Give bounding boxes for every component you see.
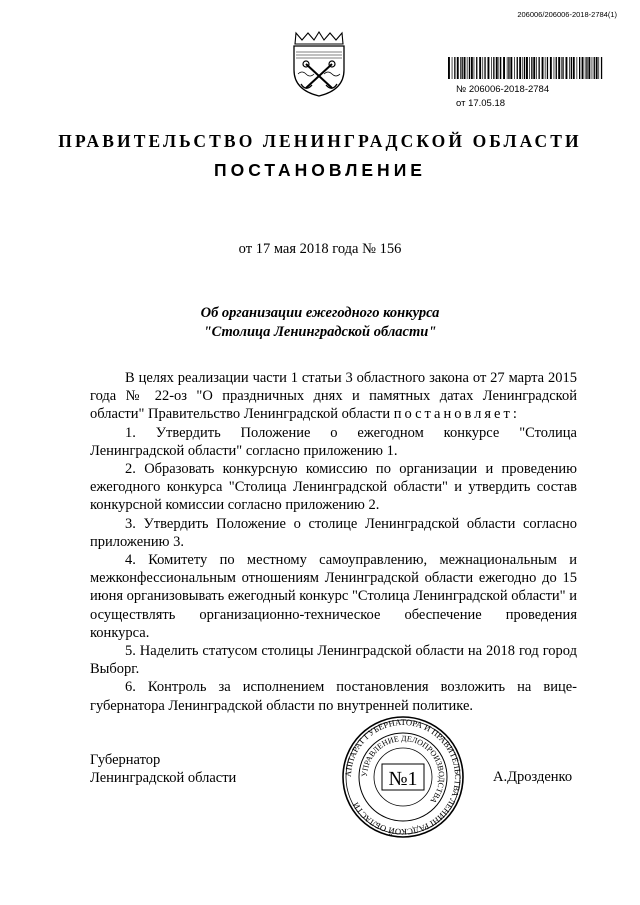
barcode-bar <box>539 57 540 79</box>
barcode-bar <box>526 57 528 79</box>
intro-verb: постановляет: <box>393 406 520 423</box>
barcode-bar <box>585 57 586 79</box>
document-subject <box>0 304 640 342</box>
body-item: 1. Утвердить Положение о ежегодном конкурсе "Столица Ленинградской области" согласно приложению 1. <box>90 424 577 459</box>
barcode-bar <box>556 57 557 79</box>
barcode-bar <box>571 57 572 79</box>
barcode-bar <box>594 57 595 79</box>
barcode-bar <box>588 57 590 79</box>
registration-number: № 206006-2018-2784 <box>456 84 550 95</box>
subject-line-1: Об организации ежегодного конкурса <box>200 305 440 321</box>
barcode-bar <box>598 57 599 79</box>
barcode-bar <box>582 57 584 79</box>
barcode-bar <box>545 57 546 79</box>
barcode-bar <box>573 57 575 79</box>
barcode-bar <box>499 57 500 79</box>
barcode-bar <box>457 57 459 79</box>
document-body <box>90 369 577 715</box>
coat-of-arms-icon <box>286 30 352 98</box>
barcode-bar <box>596 57 598 79</box>
intro-paragraph <box>90 369 577 424</box>
barcode-bar <box>586 57 587 79</box>
barcode-bar <box>561 57 562 79</box>
barcode-bar <box>462 57 463 79</box>
seal-stamp-icon <box>341 715 465 839</box>
body-item: 4. Комитету по местному самоуправлению, межнациональным и межконфессиональным отношениям Ленинградской области ежегодно до 15 июня организовывать ежегодный конкурс "Столица Ленинградской области" и осуществлять организационно-техническое обеспечение проведения конкурса. <box>90 552 577 641</box>
barcode-bar <box>484 57 485 79</box>
barcode-bar <box>579 57 580 79</box>
barcode-bar <box>577 57 578 79</box>
barcode-bar <box>496 57 498 79</box>
body-item: 5. Наделить статусом столицы Ленинградской области на 2018 год город Выборг. <box>90 643 577 678</box>
body-item: 3. Утвердить Положение о столице Ленинградской области согласно приложению 3. <box>90 515 577 550</box>
barcode-bar <box>536 57 537 79</box>
signatory-position-line-2: Ленинградской области <box>90 770 237 786</box>
barcode-bar <box>471 57 473 79</box>
body-item: 2. Образовать конкурсную комиссию по организации и проведению ежегодного конкурса "Столица Ленинградской области" и утвердить состав конкурсной комиссии согласно приложению 2. <box>90 461 577 514</box>
barcode-bar <box>601 57 602 79</box>
barcode-bar <box>524 57 525 79</box>
barcode-bar <box>452 57 453 79</box>
barcode-bar <box>562 57 563 79</box>
signatory-position <box>90 751 236 787</box>
barcode-bar <box>522 57 523 79</box>
registration-date: от 17.05.18 <box>456 98 506 109</box>
document-type-heading: ПОСТАНОВЛЕНИЕ <box>214 160 426 180</box>
barcode-bar <box>569 57 570 79</box>
intro-text: В целях реализации части 1 статьи 3 областного закона от 27 марта 2015 года № 22-оз "О праздничных днях и памятных датах Ленинградской области" Правительство Ленинградской области <box>90 370 577 423</box>
barcode-bar <box>550 57 552 79</box>
barcode-bar <box>508 57 509 79</box>
barcode-bar <box>529 57 530 79</box>
barcode-bar <box>474 57 475 79</box>
barcode-bar <box>503 57 505 79</box>
seal-ring-text: АППАРАТ ГУБЕРНАТОРА И ПРАВИТЕЛЬСТВА ЛЕНИНГРАДСКОЙ ОБЛАСТИ <box>342 716 464 838</box>
signatory-name: А.Дрозденко <box>493 769 573 785</box>
barcode-bar <box>592 57 593 79</box>
barcode-bar <box>493 57 494 79</box>
barcode-bar <box>448 57 450 79</box>
document-date-number: от 17 мая 2018 года № 156 <box>238 241 402 257</box>
body-item: 6. Контроль за исполнением постановления возложить на вице-губернатора Ленинградской области по внутренней политике. <box>90 679 577 714</box>
barcode-bar <box>547 57 548 79</box>
subject-line-2: "Столица Ленинградской области" <box>203 324 437 340</box>
barcode-bar <box>554 57 555 79</box>
barcode-bar <box>507 57 508 79</box>
barcode-bar <box>469 57 470 79</box>
barcode-bar <box>542 57 544 79</box>
barcode-bar <box>500 57 501 79</box>
government-heading: ПРАВИТЕЛЬСТВО ЛЕНИНГРАДСКОЙ ОБЛАСТИ <box>58 131 582 151</box>
barcode-bar <box>514 57 515 79</box>
barcode-bar <box>531 57 532 79</box>
document-id: 206006/206006-2018-2784(1) <box>517 10 617 19</box>
signatory-position-line-1: Губернатор <box>90 752 161 768</box>
barcode-bar <box>558 57 560 79</box>
barcode-bar <box>519 57 521 79</box>
barcode-bar <box>454 57 455 79</box>
barcode-bar <box>467 57 468 79</box>
barcode-bar <box>460 57 461 79</box>
barcode-bar <box>533 57 535 79</box>
barcode-bar <box>464 57 466 79</box>
barcode-bar <box>491 57 492 79</box>
barcode-bar <box>476 57 477 79</box>
barcode-bar <box>482 57 483 79</box>
seal-inner-text: УПРАВЛЕНИЕ ДЕЛОПРОИЗВОДСТВА <box>359 733 447 806</box>
barcode-bar <box>479 57 481 79</box>
barcode-icon <box>448 57 603 79</box>
barcode-bar <box>566 57 568 79</box>
seal-number: №1 <box>388 768 418 790</box>
barcode-bar <box>517 57 518 79</box>
barcode-bar <box>488 57 490 79</box>
barcode-bar <box>510 57 512 79</box>
